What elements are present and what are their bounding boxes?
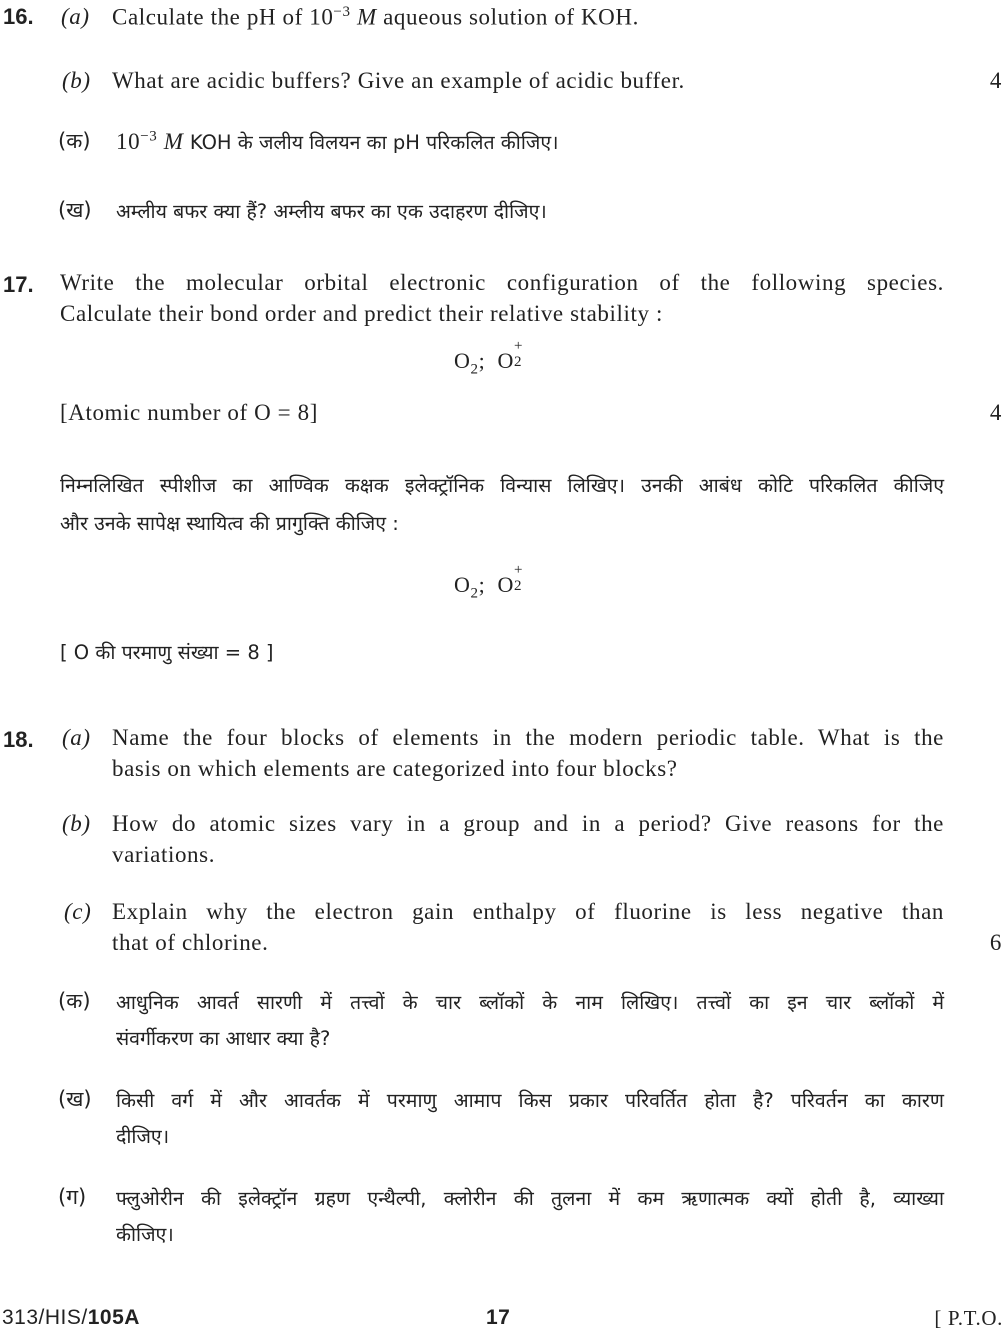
- q18-b-line2: variations.: [112, 842, 216, 867]
- q18-a-line1: Name the four blocks of elements in the modern periodic table. What is the: [112, 725, 944, 750]
- q17-species: $O_2$; O + 2: [454, 338, 524, 378]
- q18-b-label: (b): [62, 811, 91, 836]
- q18-kha-line2: दीजिए।: [116, 1125, 170, 1148]
- q18-marks: 6: [989, 930, 1002, 955]
- q18-ka-label: (क): [58, 989, 91, 1013]
- question-17-number: 17.: [3, 272, 34, 297]
- q17-text-line2: Calculate their bond order and predict their relative stability :: [60, 301, 663, 326]
- q18-ka-line1: आधुनिक आवर्त सारणी में तत्त्वों के चार ब्लॉकों के नाम लिखिए। तत्त्वों का इन चार ब्लॉकों में: [116, 991, 944, 1014]
- q18-kha-line1: किसी वर्ग में और आवर्तक में परमाणु आमाप किस प्रकार परिवर्तित होता है? परिवर्तन का कारण: [116, 1089, 944, 1112]
- footer-paper-code: 313/HIS/105A: [2, 1306, 140, 1329]
- footer-pto: [ P.T.O.: [934, 1306, 1003, 1330]
- q18-c-label: (c): [64, 899, 92, 924]
- q17-marks: 4: [989, 400, 1002, 425]
- q18-c-line2: that of chlorine.: [112, 930, 269, 955]
- q17-hindi-line2: और उनके सापेक्ष स्थायित्व की प्रागुक्ति कीजिए :: [60, 512, 399, 535]
- q16-kha-label: (ख): [58, 198, 92, 222]
- q16-a-label: (a): [61, 4, 90, 29]
- q16-b-label: (b): [62, 68, 91, 93]
- q16-ka-label: (क): [58, 129, 91, 153]
- footer-page-number: 17: [486, 1306, 511, 1329]
- q16-a-text: Calculate the pH of $10^{-3}$ M aqueous solution of KOH.: [112, 4, 639, 30]
- q18-a-line2: basis on which elements are categorized into four blocks?: [112, 756, 678, 781]
- q16-marks: 4: [989, 68, 1002, 93]
- q18-ga-line1: फ्लुओरीन की इलेक्ट्रॉन ग्रहण एन्थैल्पी, क्लोरीन की तुलना में कम ऋणात्मक क्यों होती है, व्याख्या: [116, 1187, 944, 1210]
- q18-kha-label: (ख): [58, 1087, 92, 1111]
- q17-hindi-line1: निम्नलिखित स्पीशीज का आण्विक कक्षक इलेक्ट्रॉनिक विन्यास लिखिए। उनकी आबंध कोटि परिकलित कीजिए: [60, 474, 944, 497]
- q17-text-line1: Write the molecular orbital electronic configuration of the following species.: [60, 270, 944, 295]
- q17-hindi-atomic-note: [ O की परमाणु संख्या = 8 ]: [60, 641, 274, 664]
- q18-ga-label: (ग): [58, 1185, 87, 1209]
- q18-a-label: (a): [62, 725, 91, 750]
- q17-hindi-species: $O_2$; O + 2: [454, 562, 524, 602]
- q16-kha-text: अम्लीय बफर क्या हैं? अम्लीय बफर का एक उदाहरण दीजिए।: [116, 200, 547, 223]
- q18-b-line1: How do atomic sizes vary in a group and in a period? Give reasons for the: [112, 811, 944, 836]
- q18-c-line1: Explain why the electron gain enthalpy of fluorine is less negative than: [112, 899, 944, 924]
- q16-ka-text: $10^{-3}$ M KOH के जलीय विलयन का pH परिकलित कीजिए।: [116, 128, 559, 154]
- q17-atomic-note: [Atomic number of O = 8]: [60, 400, 318, 425]
- q16-b-text: What are acidic buffers? Give an example of acidic buffer.: [112, 68, 685, 93]
- question-18-number: 18.: [3, 727, 34, 752]
- question-16-number: 16.: [3, 4, 34, 29]
- q18-ka-line2: संवर्गीकरण का आधार क्या है?: [116, 1027, 331, 1050]
- q18-ga-line2: कीजिए।: [116, 1223, 174, 1246]
